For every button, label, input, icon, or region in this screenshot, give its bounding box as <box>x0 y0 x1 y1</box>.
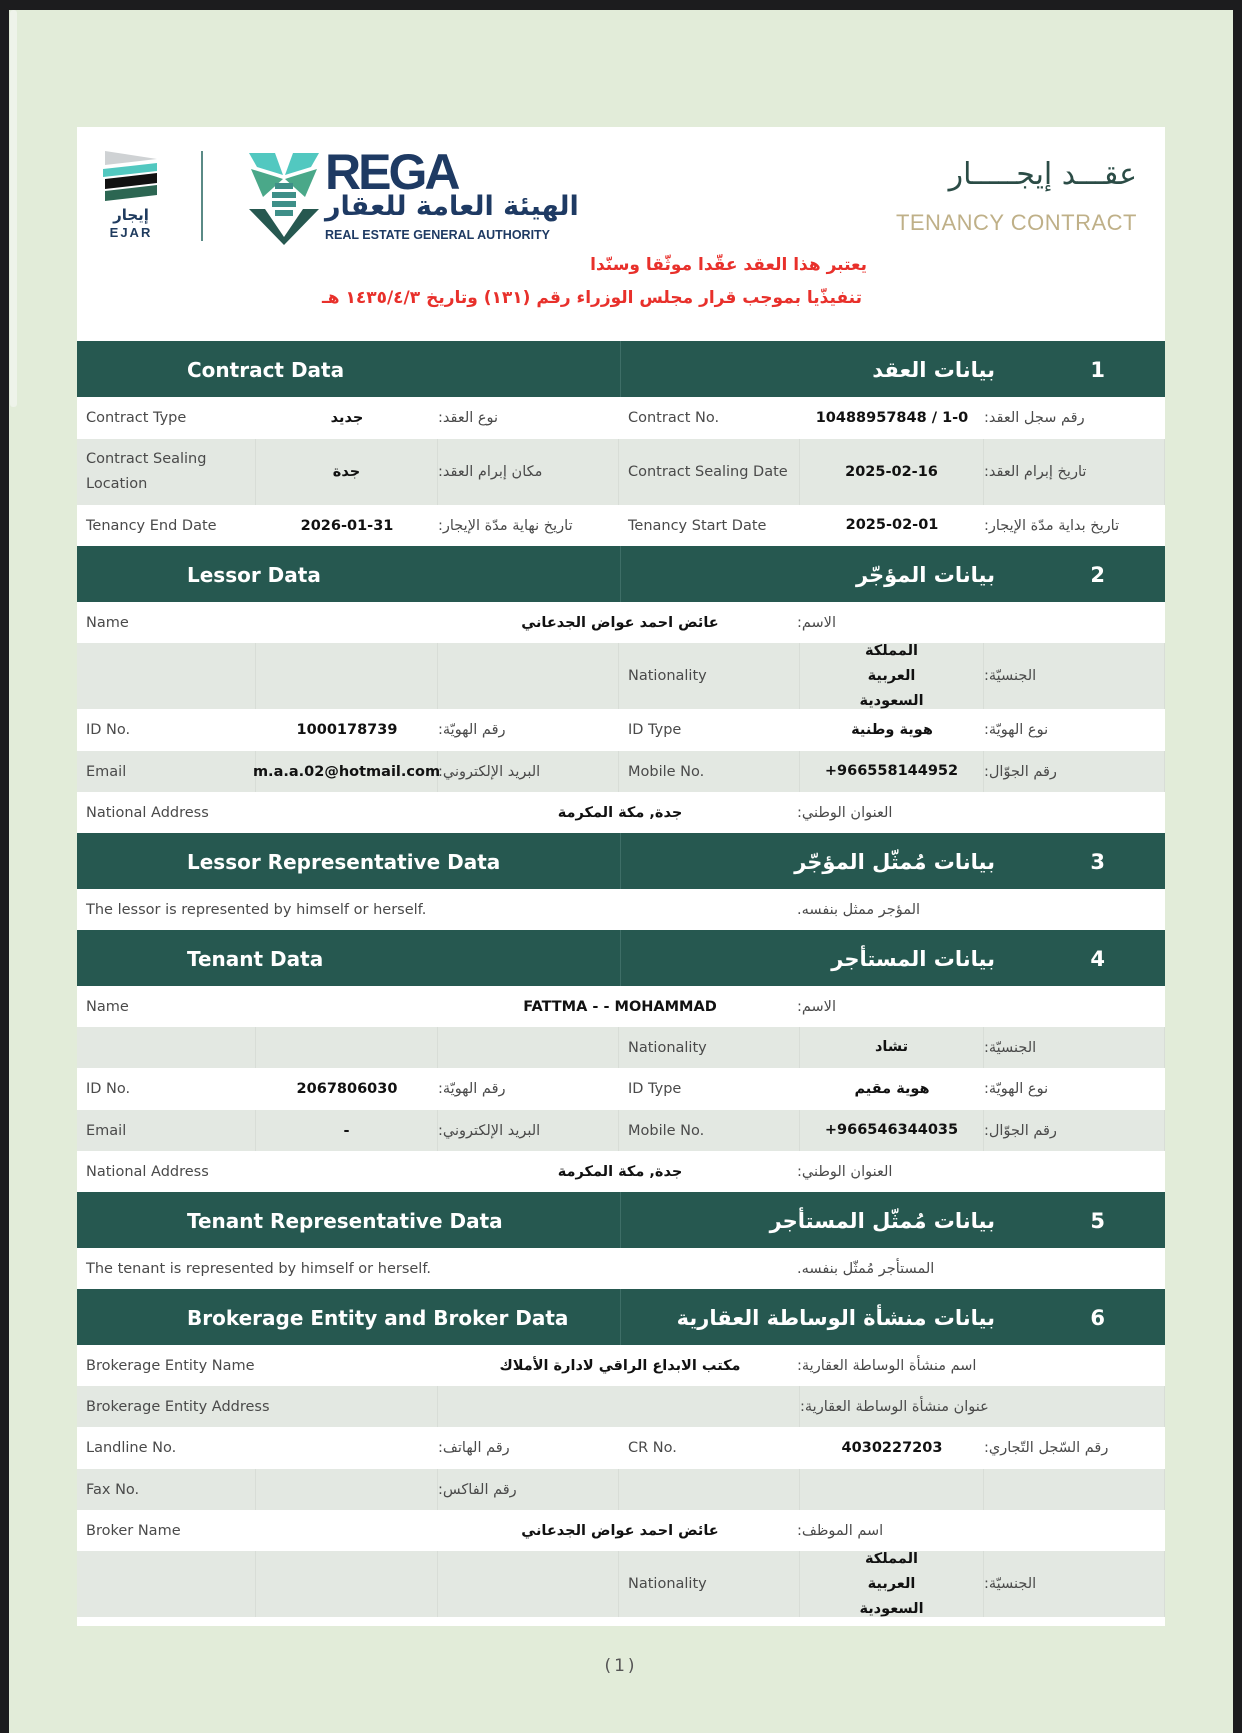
section-title-ar: بيانات المؤجّر <box>855 563 995 587</box>
field-value: هوية وطنية <box>851 721 933 738</box>
field-value: جدة, مكة المكرمة <box>557 804 683 821</box>
section-header-brokerage <box>77 1289 1165 1345</box>
representation-text-en: The tenant is represented by himself or herself. <box>86 1260 431 1277</box>
field-label-en: ID Type <box>628 1081 682 1097</box>
field-label-en: Contract Sealing Location <box>77 439 256 505</box>
table-row <box>77 1551 1165 1617</box>
field-label-ar: العنوان الوطني: <box>797 1163 893 1180</box>
rega-logo <box>247 144 587 245</box>
header-divider <box>620 546 621 602</box>
section-header-tenant <box>77 930 1165 986</box>
section-number: 3 <box>1090 850 1105 874</box>
field-label-ar: الجنسيّة: <box>984 1027 1165 1068</box>
field-label-en: Contract Type <box>86 410 187 426</box>
field-value: عائض احمد عواض الجدعاني <box>521 1522 719 1539</box>
field-value: تشاد <box>800 1027 984 1068</box>
section-title-en: Brokerage Entity and Broker Data <box>187 1306 569 1330</box>
section-number: 6 <box>1090 1306 1105 1330</box>
document-title-en: TENANCY CONTRACT <box>895 210 1137 235</box>
section-number: 2 <box>1090 563 1105 587</box>
table-row <box>77 397 1165 439</box>
field-label-en: Tenancy Start Date <box>628 517 767 534</box>
field-label-en: Mobile No. <box>619 1110 800 1151</box>
table-row <box>77 643 1165 709</box>
field-label-ar: تاريخ إبرام العقد: <box>984 439 1165 505</box>
field-label-ar: الاسم: <box>797 998 836 1015</box>
ejar-stripes-icon <box>101 149 161 207</box>
section-number: 4 <box>1090 947 1105 971</box>
table-row <box>77 1248 1165 1289</box>
field-label-en: Landline No. <box>86 1440 177 1456</box>
field-value: المملكة العربية السعودية <box>800 643 984 709</box>
field-label-en: ID No. <box>86 1081 131 1097</box>
table-row <box>77 792 1165 833</box>
rega-palm-icon <box>247 149 321 245</box>
empty-cell <box>256 1027 438 1068</box>
section-number: 1 <box>1090 358 1105 382</box>
field-value: 1000178739 <box>296 722 398 738</box>
field-label-en: Fax No. <box>77 1469 256 1510</box>
field-value: +966558144952 <box>800 751 984 792</box>
field-label-ar: العنوان الوطني: <box>797 804 893 821</box>
legal-notice-line-1: يعتبر هذا العقد عقّدا موثّقا وسنّدا <box>590 255 867 275</box>
section-title-en: Tenant Representative Data <box>187 1209 503 1233</box>
field-label-en: Name <box>86 614 129 631</box>
field-label-en: CR No. <box>628 1440 677 1456</box>
field-label-ar: رقم السّجل التّجاري: <box>984 1440 1109 1456</box>
field-value: - <box>256 1110 438 1151</box>
field-value: جديد <box>330 410 364 426</box>
empty-cell <box>77 1551 256 1617</box>
field-label-ar: الاسم: <box>797 614 836 631</box>
field-label-ar: تاريخ نهاية مدّة الإيجار: <box>438 517 573 534</box>
scrollbar[interactable] <box>10 10 17 407</box>
table-row <box>77 505 1165 546</box>
section-title-ar: بيانات مُمثّل المؤجّر <box>794 850 995 874</box>
header-divider <box>620 833 621 889</box>
table-row <box>77 602 1165 643</box>
field-label-ar: نوع الهويّة: <box>984 1081 1049 1097</box>
field-label-ar: نوع العقد: <box>438 410 499 426</box>
table-row <box>77 751 1165 792</box>
field-label-ar: البريد الإلكتروني: <box>438 751 619 792</box>
section-title-ar: بيانات العقد <box>872 358 995 382</box>
empty-cell <box>256 643 438 709</box>
section-title-en: Tenant Data <box>187 947 324 971</box>
table-row <box>77 1386 1165 1427</box>
empty-cell <box>800 1469 984 1510</box>
field-value: جدة, مكة المكرمة <box>557 1163 683 1180</box>
field-value: 2025-02-16 <box>800 439 984 505</box>
field-label-en: Nationality <box>619 643 800 709</box>
field-label-en: Mobile No. <box>619 751 800 792</box>
field-label-ar: رقم الهويّة: <box>438 722 506 738</box>
section-title-ar: بيانات مُمثّل المستأجر <box>769 1209 995 1233</box>
header-divider <box>620 930 621 986</box>
empty-cell <box>438 1027 619 1068</box>
rega-logo-title: REGA <box>325 144 458 200</box>
field-value: +966546344035 <box>800 1110 984 1151</box>
field-label-en: National Address <box>86 804 209 821</box>
section-number: 5 <box>1090 1209 1105 1233</box>
table-row <box>77 1110 1165 1151</box>
field-label-en: Brokerage Entity Name <box>86 1357 255 1374</box>
ejar-logo-ar: إيجار <box>113 206 149 224</box>
field-label-ar: عنوان منشأة الوساطة العقارية: <box>800 1386 1165 1427</box>
table-row <box>77 709 1165 751</box>
field-value: مكتب الابداع الراقي لادارة الأملاك <box>499 1357 741 1374</box>
section-title-en: Contract Data <box>187 358 345 382</box>
table-row <box>77 1469 1165 1510</box>
field-value: عائض احمد عواض الجدعاني <box>521 614 719 631</box>
field-label-en: Name <box>86 998 129 1015</box>
rega-logo-en: REAL ESTATE GENERAL AUTHORITY <box>325 228 551 242</box>
table-row <box>77 986 1165 1027</box>
ejar-logo-en: EJAR <box>109 225 153 240</box>
empty-cell <box>619 1469 800 1510</box>
field-label-en: Contract No. <box>628 410 720 426</box>
section-header-lessor <box>77 546 1165 602</box>
table-row <box>77 1151 1165 1192</box>
field-label-ar: مكان إبرام العقد: <box>438 439 619 505</box>
empty-cell <box>77 1027 256 1068</box>
empty-cell <box>438 1551 619 1617</box>
field-value: 10488957848 / 1-0 <box>815 409 969 426</box>
field-label-en: Tenancy End Date <box>86 517 217 534</box>
field-label-ar: الجنسيّة: <box>984 1551 1165 1617</box>
field-label-en: Nationality <box>619 1027 800 1068</box>
table-row <box>77 1427 1165 1469</box>
empty-cell <box>984 1469 1165 1510</box>
page-number: (1) <box>604 1656 638 1676</box>
empty-cell <box>77 643 256 709</box>
field-label-en: Contract Sealing Date <box>619 439 800 505</box>
contract-page <box>77 127 1165 1626</box>
field-label-ar: اسم منشأة الوساطة العقارية: <box>797 1357 977 1374</box>
section-title-en: Lessor Representative Data <box>187 850 501 874</box>
field-value: 2025-02-01 <box>845 517 939 533</box>
representation-text-ar: المستأجر مُمثّل بنفسه. <box>797 1260 935 1277</box>
representation-text-ar: المؤجر ممثل بنفسه. <box>797 901 921 918</box>
table-row <box>77 1027 1165 1068</box>
field-label-en: Nationality <box>619 1551 800 1617</box>
field-label-ar: رقم الفاكس: <box>438 1469 619 1510</box>
field-label-en: ID Type <box>628 722 682 738</box>
empty-cell <box>438 1386 800 1427</box>
field-label-en: National Address <box>86 1163 209 1180</box>
field-value <box>256 1427 438 1469</box>
field-value: m.a.a.02@hotmail.com <box>256 751 438 792</box>
section-header-contract <box>77 341 1165 397</box>
logo-divider <box>201 151 203 241</box>
field-label-en: Brokerage Entity Address <box>77 1386 438 1427</box>
field-value: هوية مقيم <box>854 1080 930 1097</box>
field-label-en: Email <box>77 751 256 792</box>
field-label-ar: الجنسيّة: <box>984 643 1165 709</box>
field-label-ar: رقم الهاتف: <box>438 1440 510 1456</box>
field-label-en: Broker Name <box>86 1522 181 1539</box>
field-label-ar: اسم الموظف: <box>797 1522 884 1539</box>
field-label-en: ID No. <box>86 722 131 738</box>
field-value: 2067806030 <box>296 1081 398 1097</box>
empty-cell <box>438 643 619 709</box>
header-divider <box>620 1192 621 1248</box>
field-value: FATTMA - - MOHAMMAD <box>523 998 717 1015</box>
table-row <box>77 1510 1165 1551</box>
field-value: المملكة العربية السعودية <box>800 1551 984 1617</box>
field-label-ar: رقم الهويّة: <box>438 1081 506 1097</box>
table-row <box>77 1345 1165 1386</box>
header-divider <box>620 341 621 397</box>
table-row <box>77 1068 1165 1110</box>
section-title-ar: بيانات منشأة الوساطة العقارية <box>676 1306 995 1330</box>
field-label-en: Email <box>77 1110 256 1151</box>
section-title-en: Lessor Data <box>187 563 321 587</box>
legal-notice-line-2: تنفيذّيا بموجب قرار مجلس الوزراء رقم (١٣١) وتاريخ ١٤٣٥/٤/٣ هـ <box>321 288 862 308</box>
field-label-ar: رقم الجوّال: <box>984 751 1165 792</box>
field-label-ar: رقم الجوّال: <box>984 1110 1165 1151</box>
ejar-logo <box>101 149 161 243</box>
field-label-ar: البريد الإلكتروني: <box>438 1110 619 1151</box>
table-row <box>77 439 1165 505</box>
empty-cell <box>256 1469 438 1510</box>
empty-cell <box>256 1551 438 1617</box>
field-label-ar: تاريخ بداية مدّة الإيجار: <box>984 517 1120 534</box>
section-header-tenant-rep <box>77 1192 1165 1248</box>
table-row <box>77 889 1165 930</box>
representation-text-en: The lessor is represented by himself or herself. <box>86 901 427 918</box>
field-value: 2026-01-31 <box>300 517 394 534</box>
section-title-ar: بيانات المستأجر <box>831 947 995 971</box>
field-value: جدة <box>256 439 438 505</box>
rega-logo-ar: الهيئة العامة للعقار <box>325 191 579 222</box>
field-label-ar: نوع الهويّة: <box>984 722 1049 738</box>
section-header-lessor-rep <box>77 833 1165 889</box>
field-label-ar: رقم سجل العقد: <box>984 410 1085 426</box>
document-title-ar: عقـــد إيجـــــار <box>948 157 1137 192</box>
field-value: 4030227203 <box>841 1439 943 1456</box>
header-divider <box>620 1289 621 1345</box>
